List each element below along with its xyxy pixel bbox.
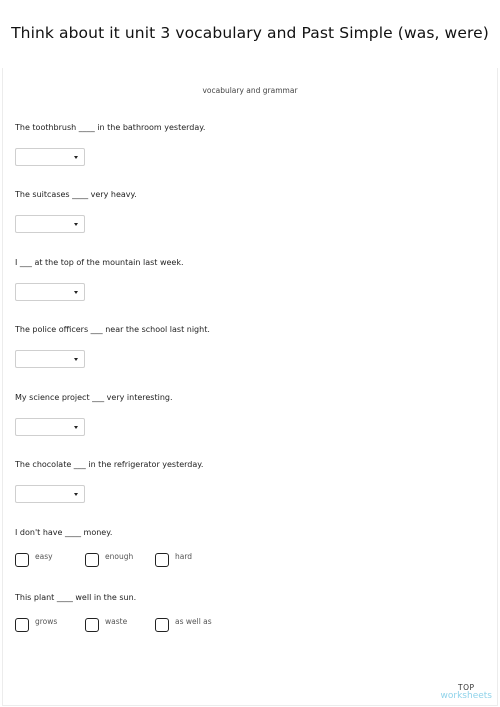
question-2-text: The suitcases ____ very heavy. (15, 190, 137, 199)
question-2-dropdown[interactable] (15, 215, 85, 233)
question-8-text: This plant ____ well in the sun. (15, 593, 137, 602)
option-label: easy (35, 552, 53, 561)
option-label: enough (105, 552, 134, 561)
option-label: waste (105, 617, 128, 626)
question-1-text: The toothbrush ____ in the bathroom yesterday. (15, 123, 206, 132)
chevron-down-icon (74, 291, 78, 294)
question-7-text: I don't have ____ money. (15, 528, 113, 537)
question-6-text: The chocolate ___ in the refrigerator yesterday. (15, 460, 204, 469)
logo-top-text: TOP (458, 682, 475, 692)
question-1-dropdown[interactable] (15, 148, 85, 166)
chevron-down-icon (74, 223, 78, 226)
checkbox[interactable] (155, 618, 169, 632)
question-3-dropdown[interactable] (15, 283, 85, 301)
checkbox[interactable] (85, 618, 99, 632)
question-5-dropdown[interactable] (15, 418, 85, 436)
checkbox[interactable] (155, 553, 169, 567)
topworksheets-logo[interactable] (441, 684, 492, 702)
question-4-text: The police officers ___ near the school last night. (15, 325, 210, 334)
checkbox[interactable] (85, 553, 99, 567)
page-title: Think about it unit 3 vocabulary and Past Simple (was, were) (11, 24, 489, 42)
chevron-down-icon (74, 358, 78, 361)
option-label: as well as (175, 617, 212, 626)
checkbox[interactable] (15, 553, 29, 567)
question-3-text: I ___ at the top of the mountain last week. (15, 258, 184, 267)
chevron-down-icon (74, 493, 78, 496)
option-label: grows (35, 617, 58, 626)
checkbox[interactable] (15, 618, 29, 632)
worksheet-subtitle: vocabulary and grammar (202, 86, 298, 95)
question-4-dropdown[interactable] (15, 350, 85, 368)
question-6-dropdown[interactable] (15, 485, 85, 503)
logo-bottom-text: worksheets (440, 691, 492, 701)
chevron-down-icon (74, 156, 78, 159)
chevron-down-icon (74, 426, 78, 429)
question-5-text: My science project ___ very interesting. (15, 393, 173, 402)
option-label: hard (175, 552, 193, 561)
